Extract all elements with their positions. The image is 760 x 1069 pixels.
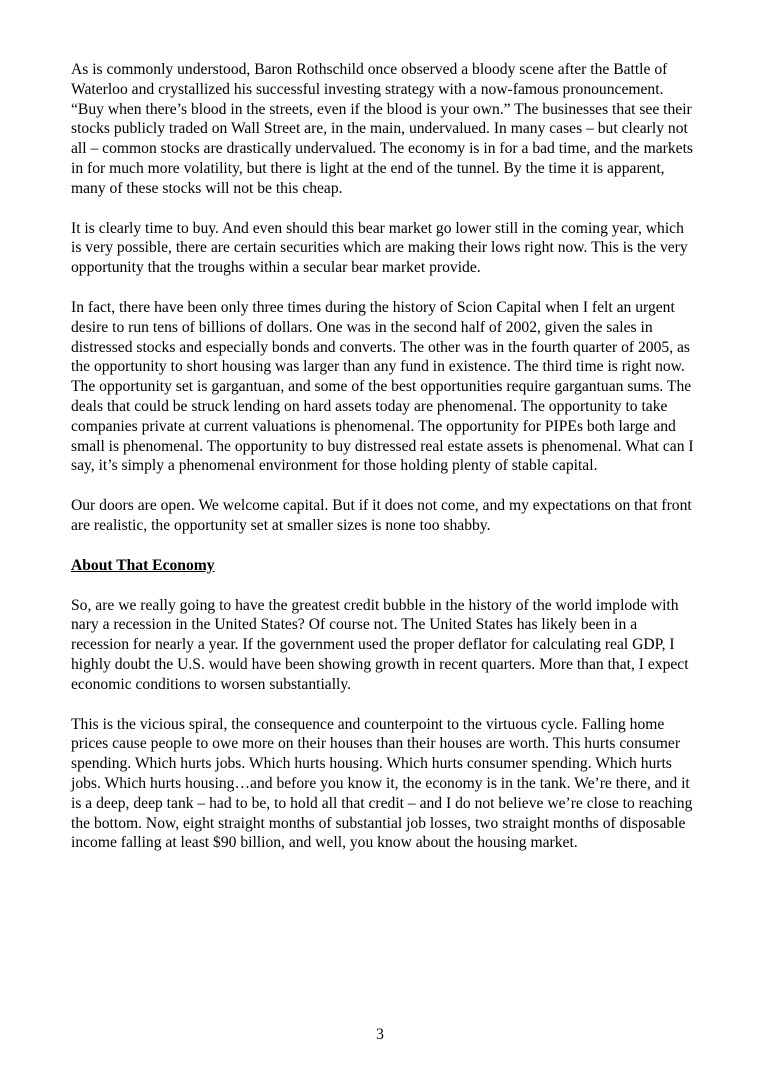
paragraph-rothschild: As is commonly understood, Baron Rothschild once observed a bloody scene after the Battle of Waterloo and crystallized his successful investing strategy with a now-famous pronouncement. “Buy when there’s blood in the streets, even if the blood is your own.” The businesses that see their stocks publicly traded on Wall Street are, in the main, undervalued. In many cases – but clearly not all – common stocks are drastically undervalued. The economy is in for a bad time, and the markets in for much more volatility, but there is light at the end of the tunnel. By the time it is apparent, many of these stocks will not be this cheap. [71, 61, 693, 197]
page-body [71, 60, 698, 873]
paragraph-credit-bubble: So, are we really going to have the greatest credit bubble in the history of the world implode with nary a recession in the United States? Of course not. The United States has likely been in a recession for nearly a year. If the government used the proper deflator for calculating real GDP, I highly doubt the U.S. would have been showing growth in recent quarters. More than that, I expect economic conditions to worsen substantially. [71, 596, 689, 693]
paragraph-vicious-spiral: This is the vicious spiral, the consequence and counterpoint to the virtuous cycle. Falling home prices cause people to owe more on their houses than their houses are worth. This hurts consumer spending. Which hurts jobs. Which hurts housing. Which hurts consumer spending. Which hurts jobs. Which hurts housing…and before you know it, the economy is in the tank. We’re there, and it is a deep, deep tank – had to be, to hold all that credit – and I do not believe we’re close to reaching the bottom. Now, eight straight months of substantial job losses, two straight months of disposable income falling at least $90 billion, and well, you know about the housing market. [71, 715, 693, 852]
page-number: 3 [376, 1026, 384, 1043]
paragraph-doors-open: Our doors are open. We welcome capital. But if it does not come, and my expectations on that front are realistic, the opportunity set at smaller sizes is none too shabby. [71, 497, 692, 534]
paragraph-three-times: In fact, there have been only three times during the history of Scion Capital when I felt an urgent desire to run tens of billions of dollars. One was in the second half of 2002, given the sales in distressed stocks and especially bonds and converts. The other was in the fourth quarter of 2005, as the opportunity to short housing was larger than any fund in existence. The third time is right now. The opportunity set is gargantuan, and some of the best opportunities require gargantuan sums. The deals that could be struck lending on hard assets today are phenomenal. The opportunity to take companies private at current valuations is phenomenal. The opportunity for PIPEs both large and small is phenomenal. The opportunity to buy distressed real estate assets is phenomenal. What can I say, it’s simply a phenomenal environment for those holding plenty of stable capital. [71, 298, 694, 475]
paragraph-time-to-buy: It is clearly time to buy. And even should this bear market go lower still in the coming year, which is very possible, there are certain securities which are making their lows right now. This is the very opportunity that the troughs within a secular bear market provide. [71, 219, 688, 277]
section-heading: About That Economy [71, 556, 215, 574]
